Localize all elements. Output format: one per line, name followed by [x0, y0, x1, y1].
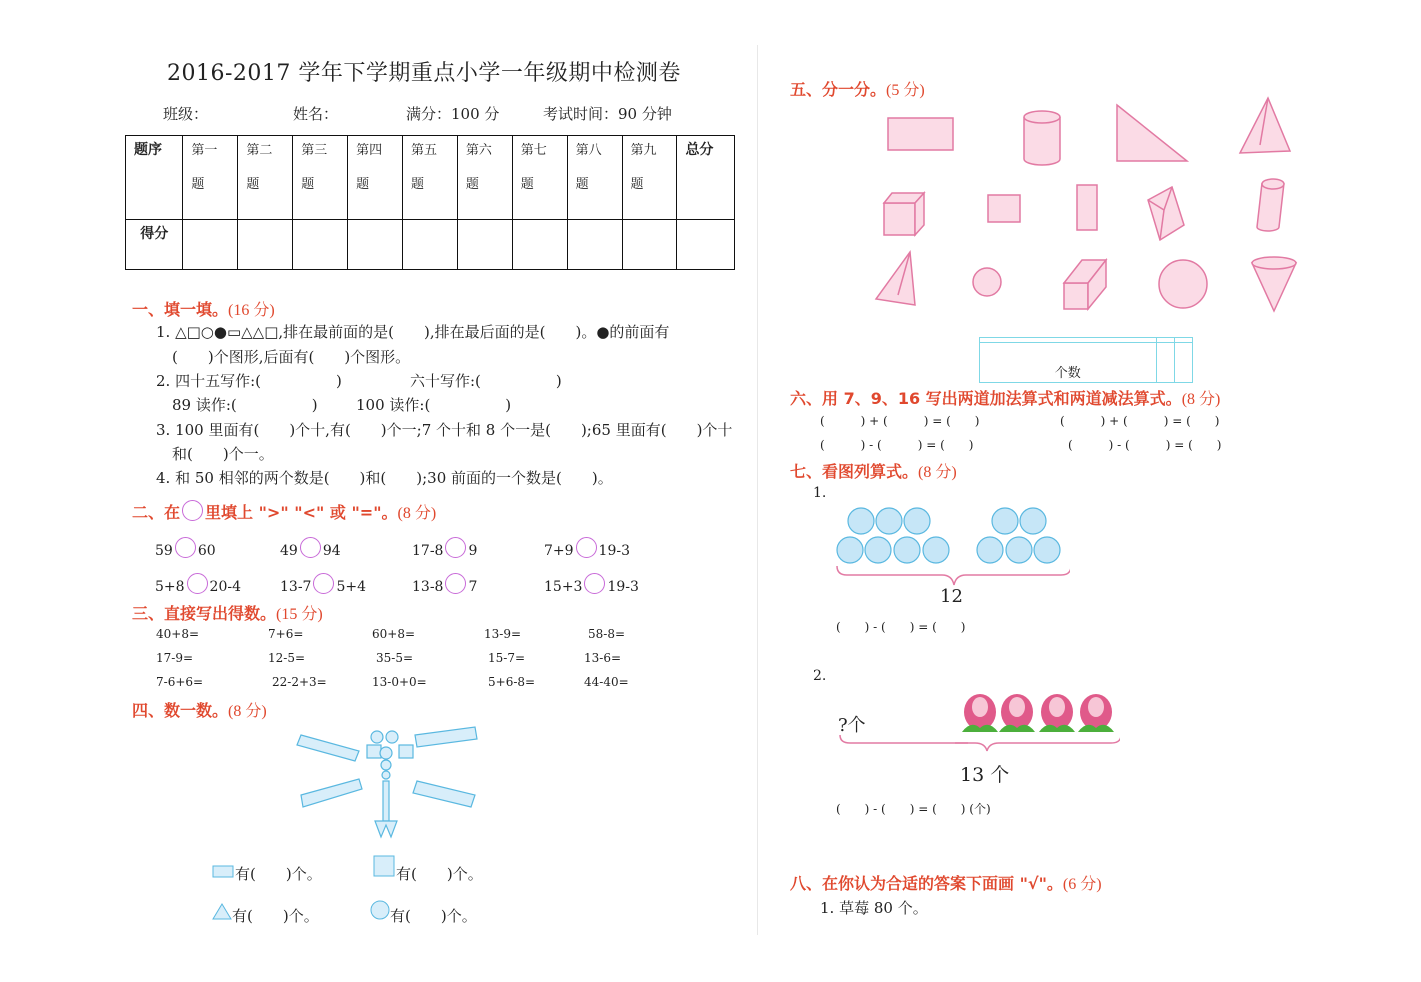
left-expr: 59 — [155, 543, 173, 559]
score-input-cell[interactable] — [183, 220, 238, 270]
section-8-heading — [790, 871, 1102, 894]
q7-2-total: 13 个 — [960, 764, 1010, 786]
compare-item — [412, 573, 477, 595]
q3-line1: 3. 100 里面有( )个十,有( )个一;7 个十和 8 个一是( );65 里面有( )个十 — [156, 421, 733, 439]
compare-item — [155, 537, 216, 559]
right-expr: 5+4 — [336, 579, 366, 595]
left-expr: 49 — [280, 543, 298, 559]
score-header-cell: 第三 题 — [293, 136, 348, 220]
rect-count: 有( )个。 — [235, 865, 322, 883]
answer-circle[interactable] — [187, 573, 208, 594]
peach-icon — [962, 694, 998, 732]
right-expr: 19-3 — [598, 543, 630, 559]
score-input-cell[interactable] — [348, 220, 403, 270]
exam-title: 2016-2017 学年下学期重点小学一年级期中检测卷 — [167, 61, 681, 86]
right-expr: 94 — [322, 543, 341, 559]
q7-2-number: 2. — [813, 668, 827, 684]
q2-part4: 100 读作:( ) — [356, 396, 512, 414]
section-6-heading — [790, 386, 1220, 409]
left-expr: 5+8 — [155, 579, 185, 595]
score-header-cell: 总分 — [677, 136, 735, 220]
tally-cell — [1156, 343, 1174, 383]
peach-icon — [999, 694, 1035, 732]
right-expr: 19-3 — [607, 579, 639, 595]
dragonfly-figure — [295, 725, 485, 845]
section-2-heading — [132, 500, 436, 523]
heading-text: 七、看图列算式。 — [790, 462, 919, 481]
score-header-cell: 第九 题 — [622, 136, 677, 220]
full-score: 满分：100 分 — [406, 105, 500, 123]
peach-icon — [1039, 694, 1075, 732]
heading-text: 一、填一填。 — [132, 300, 229, 319]
brace-left-part — [838, 735, 968, 755]
score-header-cell: 第五 题 — [402, 136, 457, 220]
circles-figure — [830, 500, 1070, 595]
left-expr: 17-8 — [412, 543, 444, 559]
right-expr: 7 — [468, 579, 478, 595]
section-7-heading — [790, 459, 957, 482]
q7-1-total: 12 — [940, 586, 963, 607]
answer-circle[interactable] — [584, 573, 605, 594]
score-input-cell[interactable] — [567, 220, 622, 270]
answer-circle[interactable] — [175, 537, 196, 558]
answer-circle[interactable] — [313, 573, 334, 594]
square-icon — [373, 855, 395, 877]
score-input-cell[interactable] — [238, 220, 293, 270]
section-4-heading — [132, 698, 267, 721]
calc-item: 12-5= — [268, 651, 306, 665]
heading-text: 三、直接写出得数。 — [132, 604, 277, 623]
points: (8 分) — [1181, 391, 1221, 408]
calc-item: 22-2+3= — [272, 675, 327, 689]
compare-item — [280, 573, 366, 595]
left-expr: 13-7 — [280, 579, 312, 595]
score-header-cell: 题序 — [126, 136, 183, 220]
heading-text: 六、用 7、9、16 写出两道加法算式和两道减法算式。 — [790, 389, 1182, 408]
score-input-cell[interactable] — [402, 220, 457, 270]
addition-eq-2: ( ) + ( ) = ( ) — [1060, 414, 1220, 428]
calc-item: 7+6= — [268, 627, 304, 641]
left-expr: 7+9 — [544, 543, 574, 559]
q7-2-equation: ( ) - ( ) = ( ) (个) — [836, 802, 991, 816]
circle-count: 有( )个。 — [390, 907, 477, 925]
heading-text: 二、在 — [132, 503, 181, 522]
score-input-cell[interactable] — [512, 220, 567, 270]
circle-icon — [182, 500, 203, 521]
points: (8 分) — [228, 703, 267, 720]
tally-table — [979, 337, 1193, 383]
score-header-cell: 第六 题 — [457, 136, 512, 220]
points: (16 分) — [228, 302, 275, 319]
rectangle-icon — [212, 865, 234, 879]
subtraction-eq-2: ( ) - ( ) = ( ) — [1068, 438, 1222, 452]
tally-label: 个数 — [980, 343, 1157, 383]
shapes-figure — [870, 95, 1310, 320]
circle-icon — [370, 900, 390, 920]
q1-line1: 1. △□○●▭△△□,排在最前面的是( ),排在最后面的是( )。●的前面有 — [156, 323, 670, 341]
triangle-icon — [212, 903, 232, 920]
calc-item: 35-5= — [376, 651, 414, 665]
heading-text: 五、分一分。 — [790, 80, 887, 99]
score-table — [125, 135, 735, 270]
calc-item: 60+8= — [372, 627, 416, 641]
points: (15 分) — [276, 606, 323, 623]
compare-item — [544, 537, 630, 559]
left-expr: 15+3 — [544, 579, 583, 595]
square-count: 有( )个。 — [396, 865, 483, 883]
compare-item — [155, 573, 241, 595]
right-expr: 20-4 — [209, 579, 241, 595]
right-expr: 60 — [197, 543, 216, 559]
heading-text: 四、数一数。 — [132, 701, 229, 720]
q3-line2: 和( )个一。 — [172, 445, 274, 463]
q7-1-equation: ( ) - ( ) = ( ) — [836, 620, 966, 634]
peaches-figure — [955, 690, 1120, 760]
score-header-cell: 第二 题 — [238, 136, 293, 220]
calc-item: 17-9= — [156, 651, 194, 665]
section-3-heading — [132, 601, 323, 624]
score-row-label: 得分 — [126, 220, 183, 270]
q2-part2: 六十写作:( ) — [410, 372, 562, 390]
compare-item — [412, 537, 477, 559]
score-header-cell: 第八 题 — [567, 136, 622, 220]
calc-item: 7-6+6= — [156, 675, 204, 689]
score-header-cell: 第四 题 — [348, 136, 403, 220]
q8-1: 1. 草莓 80 个。 — [820, 899, 928, 917]
class-label: 班级： — [163, 105, 209, 123]
q1-line2: ( )个图形,后面有( )个图形。 — [172, 348, 411, 366]
points: (6 分) — [1062, 876, 1102, 893]
calc-item: 5+6-8= — [488, 675, 536, 689]
answer-circle[interactable] — [576, 537, 597, 558]
subtraction-eq-1: ( ) - ( ) = ( ) — [820, 438, 974, 452]
triangle-count: 有( )个。 — [232, 907, 319, 925]
score-header-cell: 第七 题 — [512, 136, 567, 220]
calc-item: 13-9= — [484, 627, 522, 641]
heading-text: 八、在你认为合适的答案下面画 "√"。 — [790, 874, 1063, 893]
compare-item — [544, 573, 639, 595]
q2-part1: 2. 四十五写作:( ) — [156, 372, 342, 390]
tally-cell — [1174, 343, 1192, 383]
right-expr: 9 — [468, 543, 478, 559]
calc-item: 58-8= — [588, 627, 626, 641]
exam-time: 考试时间：90 分钟 — [543, 105, 672, 123]
addition-eq-1: ( ) + ( ) = ( ) — [820, 414, 980, 428]
q4-line: 4. 和 50 相邻的两个数是( )和( );30 前面的一个数是( )。 — [156, 469, 613, 487]
q7-2-unknown: ?个 — [838, 715, 866, 736]
name-label: 姓名： — [293, 105, 339, 123]
score-input-cell[interactable] — [457, 220, 512, 270]
points: (8 分) — [397, 505, 437, 522]
column-divider — [757, 45, 758, 935]
score-input-cell[interactable] — [677, 220, 735, 270]
answer-circle[interactable] — [300, 537, 321, 558]
calc-item: 13-0+0= — [372, 675, 427, 689]
answer-circle[interactable] — [445, 537, 466, 558]
score-header-cell: 第一 题 — [183, 136, 238, 220]
section-1-heading — [132, 297, 275, 320]
score-input-cell[interactable] — [622, 220, 677, 270]
q7-1-number: 1. — [813, 485, 827, 501]
points: (8 分) — [918, 464, 957, 481]
points: (5 分) — [886, 82, 925, 99]
calc-item: 44-40= — [584, 675, 629, 689]
score-input-cell[interactable] — [293, 220, 348, 270]
heading-text: 里填上 ">" "<" 或 "="。 — [205, 503, 398, 522]
calc-item: 13-6= — [584, 651, 622, 665]
compare-item — [280, 537, 341, 559]
peach-icon — [1078, 694, 1114, 732]
calc-item: 15-7= — [488, 651, 526, 665]
q2-part3: 89 读作:( ) — [172, 396, 318, 414]
calc-item: 40+8= — [156, 627, 200, 641]
answer-circle[interactable] — [445, 573, 466, 594]
left-expr: 13-8 — [412, 579, 444, 595]
